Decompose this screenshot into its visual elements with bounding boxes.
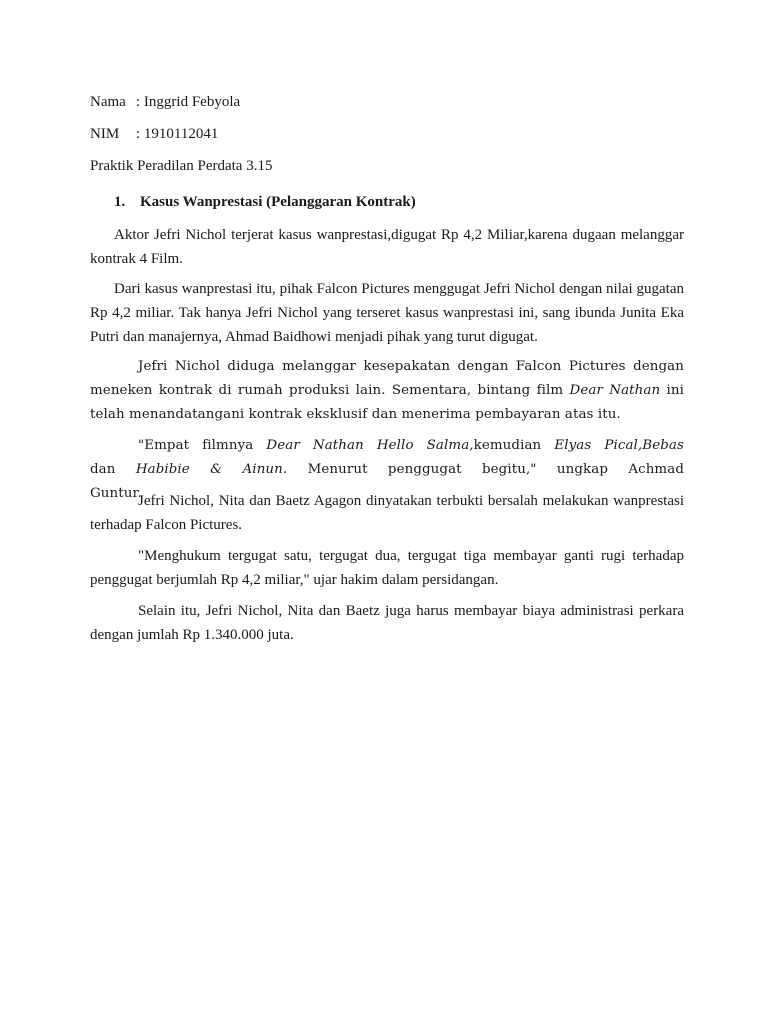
nim-label: NIM <box>90 126 120 142</box>
p4-film-titles-2: Elyas Pical,Bebas <box>554 438 684 453</box>
name-label: Nama <box>90 94 126 110</box>
p4-text-g: . Menurut penggugat begitu," ungkap Achmad Guntur. <box>90 462 684 501</box>
p4-text-a: "Empat filmnya <box>138 438 267 453</box>
paragraph-7: Selain itu, Jefri Nichol, Nita dan Baetz juga harus membayar biaya administrasi perkara dengan jumlah Rp 1.340.000 juta. <box>90 603 684 643</box>
p3-text-c: ini telah menandatangani kontrak eksklusif dan menerima pembayaran atas itu. <box>90 383 684 422</box>
p4-text-c: kemudian <box>473 438 555 453</box>
p4-film-titles-1: Dear Nathan Hello Salma, <box>266 438 474 453</box>
paragraph-5: Jefri Nichol, Nita dan Baetz Agagon dinyatakan terbukti bersalah melakukan wanprestasi terhadap Falcon Pictures. <box>90 493 684 533</box>
section-title: Kasus Wanprestasi (Pelanggaran Kontrak) <box>140 194 416 210</box>
name-value: : Inggrid Febyola <box>136 94 241 110</box>
p3-text-a: Jefri Nichol diduga melanggar kesepakatan dengan Falcon Pictures dengan meneken kontrak di rumah produksi lain. Sementara, bintang film <box>90 359 684 398</box>
p4-text-e: dan <box>90 462 136 477</box>
p4-film-title-3: Habibie & Ainun <box>135 462 283 477</box>
nim-value: : 1910112041 <box>136 126 219 142</box>
nim-line <box>90 122 684 146</box>
paragraph-6: "Menghukum tergugat satu, tergugat dua, tergugat tiga membayar ganti rugi terhadap penggugat berjumlah Rp 4,2 miliar," ujar hakim dalam persidangan. <box>90 548 684 588</box>
p3-film-title: Dear Nathan <box>569 383 661 398</box>
course-title: Praktik Peradilan Perdata 3.15 <box>90 158 273 174</box>
paragraph-3 <box>90 355 684 427</box>
section-number: 1. <box>114 194 126 210</box>
paragraph-2: Dari kasus wanprestasi itu, pihak Falcon Pictures menggugat Jefri Nichol dengan nilai gugatan Rp 4,2 miliar. Tak hanya Jefri Nichol yang terseret kasus wanprestasi ini, sang ibunda Junita Eka Putri dan manajernya, Ahmad Baidhowi menjadi pihak yang turut digugat. <box>90 281 684 345</box>
paragraph-1: Aktor Jefri Nichol terjerat kasus wanprestasi,digugat Rp 4,2 Miliar,karena dugaan melanggar kontrak 4 Film. <box>90 227 684 267</box>
name-line <box>90 90 684 114</box>
section-heading <box>114 190 708 214</box>
